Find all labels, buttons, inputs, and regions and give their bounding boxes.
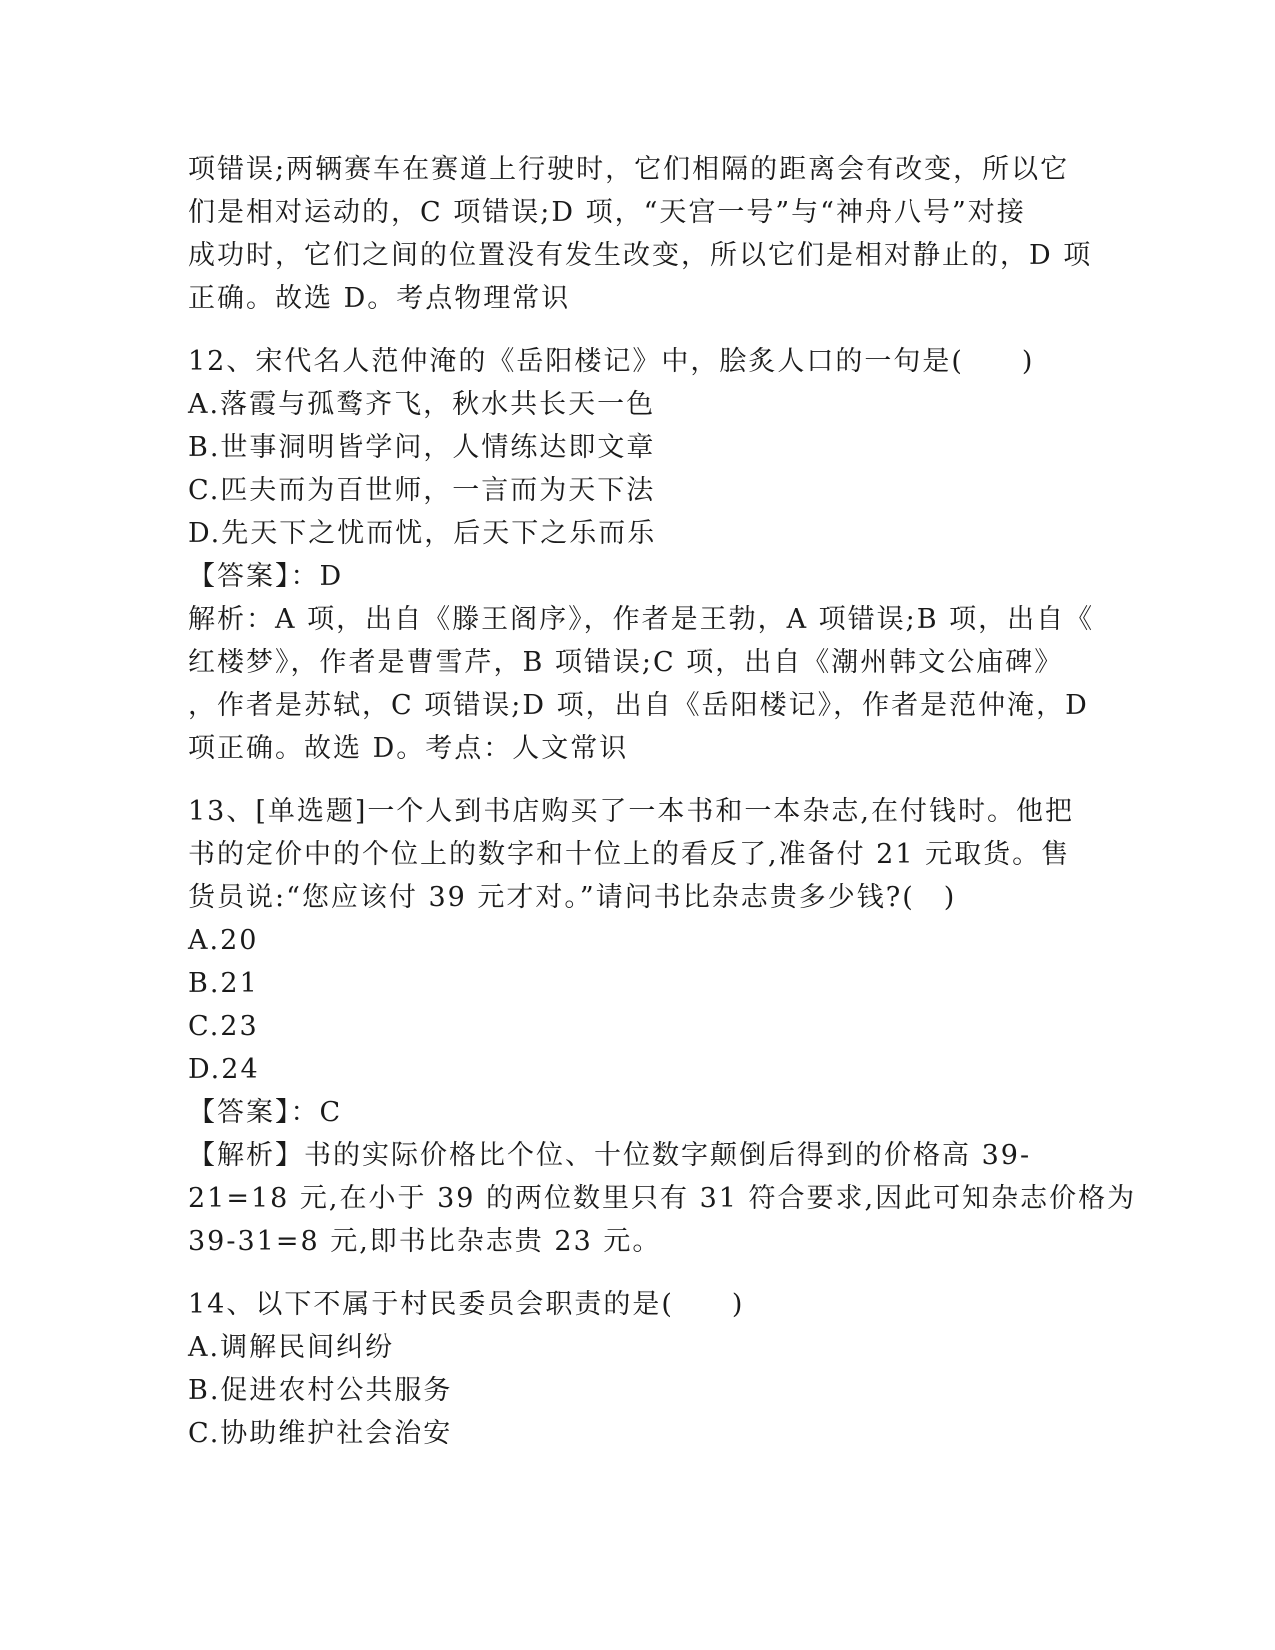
- question-13: [188, 790, 1137, 1263]
- option-d: D.24: [188, 1054, 260, 1085]
- analysis-line: ，作者是苏轼，C 项错误;D 项，出自《岳阳楼记》，作者是范仲淹，D: [188, 690, 1089, 721]
- option-d: D.先天下之忧而忧，后天下之乐而乐: [188, 518, 657, 549]
- spacer: [188, 320, 1088, 340]
- option-a: A.调解民间纠纷: [188, 1332, 395, 1363]
- analysis-line: 【解析】书的实际价格比个位、十位数字颠倒后得到的价格高 39-: [188, 1140, 1032, 1171]
- analysis-line: 红楼梦》，作者是曹雪芹，B 项错误;C 项，出自《潮州韩文公庙碑》: [188, 647, 1064, 678]
- option-b: B.促进农村公共服务: [188, 1375, 453, 1406]
- option-c: C.23: [188, 1011, 259, 1042]
- text-line: 项错误;两辆赛车在赛道上行驶时，它们相隔的距离会有改变，所以它: [188, 154, 1070, 185]
- question-stem: 14、以下不属于村民委员会职责的是( ): [188, 1289, 745, 1320]
- question-stem: 货员说:“您应该付 39 元才对。”请问书比杂志贵多少钱?( ): [188, 882, 957, 913]
- analysis-line: 项正确。故选 D。考点：人文常识: [188, 733, 629, 764]
- option-b: B.世事洞明皆学问，人情练达即文章: [188, 432, 656, 463]
- analysis-line: 解析：A 项，出自《滕王阁序》，作者是王勃，A 项错误;B 项，出自《: [188, 604, 1095, 635]
- q11-explanation-tail: [188, 148, 1093, 320]
- question-14: [188, 1283, 1088, 1455]
- document-page: [188, 148, 1137, 1455]
- answer-line: 【答案】：D: [188, 561, 344, 592]
- option-c: C.匹夫而为百世师，一言而为天下法: [188, 475, 656, 506]
- text-line: 们是相对运动的，C 项错误;D 项，“天宫一号”与“神舟八号”对接: [188, 197, 1026, 228]
- option-c: C.协助维护社会治安: [188, 1418, 453, 1449]
- option-a: A.落霞与孤鹜齐飞，秋水共长天一色: [188, 389, 656, 420]
- answer-line: 【答案】：C: [188, 1097, 343, 1128]
- analysis-line: 39-31=8 元,即书比杂志贵 23 元。: [188, 1226, 662, 1257]
- question-stem: 13、[单选题]一个人到书店购买了一本书和一本杂志,在付钱时。他把: [188, 796, 1075, 827]
- option-b: B.21: [188, 968, 259, 999]
- option-a: A.20: [188, 925, 259, 956]
- question-stem: 12、宋代名人范仲淹的《岳阳楼记》中，脍炙人口的一句是( ): [188, 346, 1035, 377]
- text-line: 正确。故选 D。考点物理常识: [188, 283, 571, 314]
- spacer: [188, 1263, 1088, 1283]
- text-line: 成功时，它们之间的位置没有发生改变，所以它们是相对静止的，D 项: [188, 240, 1093, 271]
- spacer: [188, 770, 1088, 790]
- question-stem: 书的定价中的个位上的数字和十位上的看反了,准备付 21 元取货。售: [188, 839, 1071, 870]
- analysis-line: 21=18 元,在小于 39 的两位数里只有 31 符合要求,因此可知杂志价格为: [188, 1183, 1137, 1214]
- question-12: [188, 340, 1095, 770]
